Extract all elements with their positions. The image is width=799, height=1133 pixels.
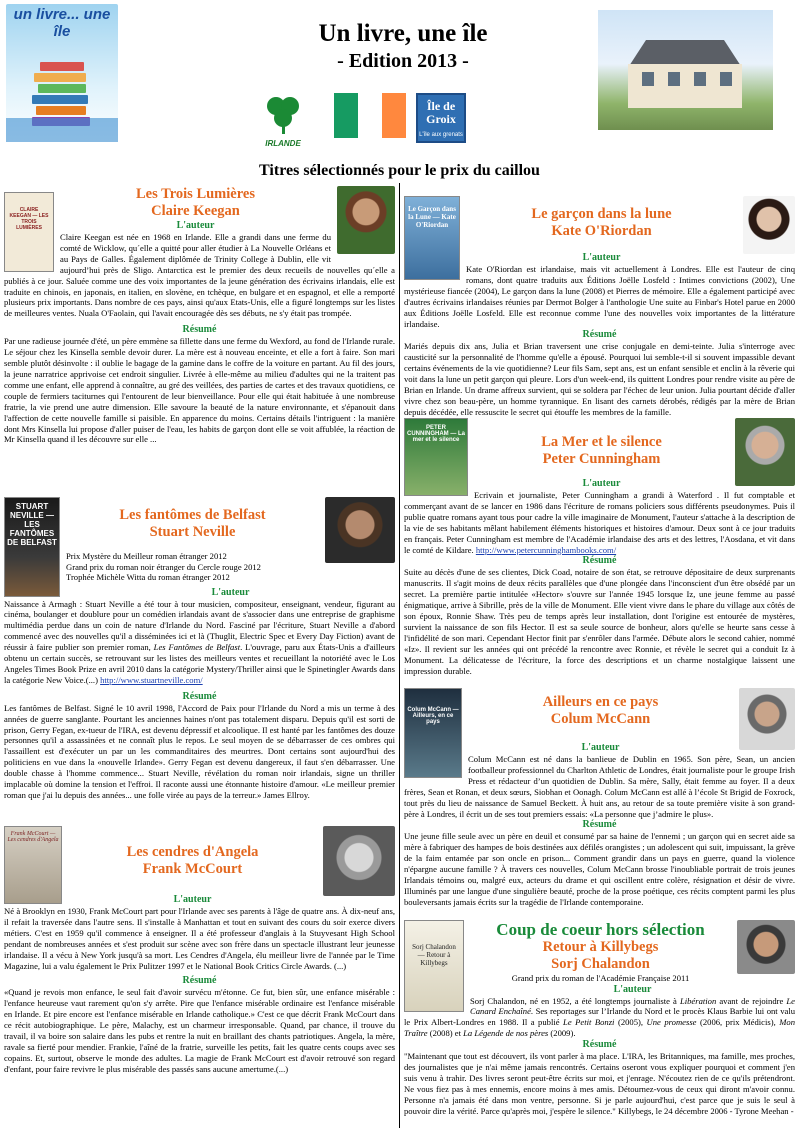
resume-label: Résumé [182, 975, 217, 987]
book-author: Frank McCourt [142, 861, 243, 877]
author-bio: Colum McCann est né dans la banlieue de Dublin en 1965. Son père, Sean, un ancien footballeur professionnel du Charlton Athletic de Londres, était journaliste pour le groupe Irish Press et rédacteur d’un quotidien de Dublin. Sa mère, Sally, était femme au foyer. Il a deux frères, Sean et Ronan, et deux sœurs, Siobhan et Oonagh. Colum McCann est allé à l’école St Brigid de Foxrock, tout près du lieu de naissance de Samuel Beckett. À huit ans, au retour de sa toute première visite à son grand-père à Londres, il écrit un de ses tout premiers essais: «La personne que j’admire le plus». [404, 754, 795, 819]
cover-text: STUART NEVILLE — LES FANTÔMES DE BELFAST [7, 502, 57, 547]
book-ailleurs-pays [404, 688, 795, 908]
book-cover [404, 920, 464, 1012]
author-label: L'auteur [582, 252, 621, 263]
cover-text: PETER CUNNINGHAM — La mer et le silence [407, 425, 465, 443]
column-divider [399, 183, 400, 1128]
author-portrait [323, 826, 395, 896]
cover-text: CLAIRE KEEGAN — LES TROIS LUMIÈRES [9, 207, 49, 231]
book-trois-lumieres [4, 186, 395, 445]
book-resume: Une jeune fille seule avec un père en deuil et consumé par sa haine de l'ennemi ; un garçon qui en secret aide sa mère à fabriquer des hampes de bois destinées aux défilés orangistes ; un adolescent qui suit, impuissant, la grève de la faim entamée par son oncle en prison... Comment grandir dans un pays en guerre, quand la violence n'épargne aucune famille ? À travers ces nouvelles, Colum McCann brosse l'inoubliable portrait de trois jeunes Irlandais témoins ou, malgré eux, acteurs du drame et qui oscillent entre colère, résignation et désir de vivre. Illuminés par une langue d'une singulière beauté, proche de la prose poétique, ces récits comptent parmi les plus bouleversants jamais écrits sur la tragédie de l'Irlande contemporaine. [404, 831, 795, 907]
book-resume: Par une radieuse journée d'été, un père emmène sa fillette dans une ferme du Wexford, au fond de l'Irlande rurale. Le séjour chez les Kinsella semble devoir durer. La mère est à nouveau enceinte, et elle a fort à faire. Son mari semble plutôt désinvolte : il oublie le bagage de la gamine dans le coffre de la voiture en partant. Au fil des jours, la jeune narratrice apprivoise cet endroit singulier. Livrée à elle-même au milieu d'adultes qui ne la traitent pas comme une enfant, elle apprend à connaître, au gré des veillées, des parties de cartes et des travaux quotidiens, ce couple de fermiers taciturnes qui l'entourent de leur bienveillance. Pour elle qui était habituée à une nombreuse fratrie, la vie prend une autre dimension. Elle savoure la beauté de la nature environnante, et s'épanouit dans l'affection de cette nouvelle famille si paisible. En apparence du moins. Certains détails l'intriguent : la manière dont Mrs Kinsella lui propose d'aller puiser de l'eau, les habits de garçon dont elle se voit affublée, la réaction de Mr Kinsella quand il les découvre sur elle ... [4, 336, 395, 445]
book-title: Retour à Killybegs [542, 939, 659, 955]
book-title: Les cendres d'Angela [126, 844, 259, 860]
book-cover [404, 196, 460, 280]
resume-label: Résumé [582, 1039, 617, 1051]
author-bio: Claire Keegan est née en 1968 en Irlande. Elle a grandi dans une ferme du comté de Wicklow, qu´elle a quitté pour aller étudier à La Nouvelle Orléans et au Pays de Galles. Également diplômée de Trinity College à Dublin, elle vit aujourd’hui près de Sligo. Antarctica est le premier des deux recueils de nouvelles qu´elle a publiés à ce jour. Saluée comme une des voix importantes de la jeune génération des écrivains irlandais, elle est traduite en chinois, en japonais, en italien, en slovène, en tchèque, en bulgare et en espagnol, et elle a remporté plusieurs prix importants. Dans nombre de ces pays, ainsi qu'aux Etats-Unis, elle a figuré longtemps sur les listes de meilleures ventes. Nuala O'Faolain, qui l'avait encouragée dès ses débuts, ne s'y était pas trompée. [4, 232, 395, 319]
book-title: Le garçon dans la lune [531, 206, 672, 222]
selection-title: Titres sélectionnés pour le prix du caillou [259, 162, 540, 179]
book-cover [4, 826, 62, 904]
author-label: L'auteur [581, 742, 620, 753]
sea-decoration [6, 118, 118, 142]
book-resume: Mariés depuis dix ans, Julia et Brian traversent une crise conjugale en demi-teinte. Julia s'interroge avec causticité sur la personnalité de l'homme qu'elle a épousé. Pourquoi lui semble-t-il si souvent impassible devant certains événements de la vie quotidienne? Leur fils Sam, sept ans, est un enfant sensible et enclin à la rêverie qui voit dans la lune un petit garçon qui pleure. Lors d'un week-end, ils quittent Londres pour rendre visite au père de Brian en Irlande. Un drame affreux survient, qui se soldera par l'échec de leur union. Julia pourtant décide d'aller vivre chez son beau-père, un homme tyrannique. En lisant des carnets dérobés, rédigés par la mère de Brian depuis décédée, elle ressuscite le secret qui étouffe les membres de la famille. [404, 341, 795, 417]
author-portrait [743, 196, 795, 254]
page-header [0, 0, 799, 160]
groix-tagline: L'île aux grenats [419, 132, 463, 138]
book-title: Ailleurs en ce pays [542, 694, 659, 710]
author-bio: Ecrivain et journaliste, Peter Cunningham a grandi à Waterford . Il fut comptable et commerçant avant de se lancer en 1986 dans l'écriture de romans policiers sous différents pseudonymes. Puis il publie quatre romans ayant tous pour cadre la ville imaginaire de Monument, l'auteur s'attache à la description de la vie de ses habitants mêlant habilement éléments historiques et histoires d'amour. Deux sont à ce jour traduits en français. Peter Cunningham est membre de l'Académie irlandaise des arts et des lettres, l'Aosdana, et vit dans le comté de Kildare. [404, 490, 795, 555]
book-author: Kate O'Riordan [551, 223, 652, 239]
book-title: Les fantômes de Belfast [119, 507, 266, 523]
cover-text: Sorj Chalandon — Retour à Killybegs [412, 943, 456, 967]
author-portrait [325, 497, 395, 563]
cover-text: Le Garçon dans la Lune — Kate O'Riordan [408, 205, 456, 229]
book-author: Stuart Neville [149, 524, 236, 540]
author-portrait [735, 418, 795, 486]
book-cover [404, 418, 468, 496]
book-resume: Les fantômes de Belfast. Signé le 10 avril 1998, l'Accord de Paix pour l'Irlande du Nord a mis un terme à des années de guerre sanglante. Pourtant les anciennes haines n'ont pas totalement disparu. Depuis qu'il est sorti de prison, Gerry Fegan, ex-tueur de l'IRA, est devenu dépressif et alcoolique. Il est hanté par les fantômes des douze personnes qu'il a assassinées et ne connaît plus le repos. Le seul moyen de se débarrasser de ces ombres qui l'assaillent est d'exécuter un par un les commanditaires des meurtres. Dont certains sont aujourd'hui des politiciens en vue dans la «nouvelle Irlande». Gerry Fegan est devenu dangereux, il faut s'en débarrasser. Une double chasse à l'homme commence... Stuart Neville, révélation du roman noir irlandais, signe un thriller implacable où domine la tension et l'effroi. Il raconte aussi une étonnante histoire d'amour. «Le meilleur premier roman que j'ai lu depuis des années... une folle virée au pays de la terreur.» James Ellroy. [4, 702, 395, 800]
book-resume: Suite au décès d'une de ses clientes, Dick Coad, notaire de son état, se retrouve dépositaire de deux surprenants manuscrits. Il s'agit moins de deux récits parallèles que d'une plongée dans l'inconscient d'un être obsédé par un secret. La première partie intitulée «Hector» s'ouvre sur l'année 1945 lorsque Iz, une jeune femme au passé énigmatique, arrive à Sibrille, près de la ville de Monument. Elle vient vivre dans le phare du village aux côtés de son époux, Ronnie Shaw. Très peu de temps après leur installation, dont l'origine est entourée de mystères, survient la naissance de son fils Hector. Il est sa seule source de bonheur, alors qu'elle se heurte sans cesse à l'infidélité de son mari. Cependant Hector finit par s'enrôler dans l'armée. Débute alors le second cahier, nommé «Iz». Il revient sur les années qui ont précédé la rencontre avec Ronnie, et révèle le secret qui a conduit Iz à Monument. La délicatesse de l'écriture, la force des descriptions et un charme nostalgique laissent une impression durable. [404, 567, 795, 676]
prize-line: Grand prix du roman de l'Académie Française 2011 [511, 973, 690, 983]
author-label: L'auteur [176, 220, 215, 231]
author-bio: Kate O'Riordan est irlandaise, mais vit actuellement à Londres. Elle est l'auteur de cinq romans, dont quatre traduits aux Éditions Joëlle Losfeld : Intimes convictions (2002), Une mystérieuse fiancée (2004), Le garçon dans la lune (2008) et Pierres de mémoire. Elle a également participé avec d'autres écrivains irlandaises réunies par Dermot Bolger à l'anthologie Une suite au Finbar's Hotel parue en 2000 aux Éditions Joëlle Losfeld. Elle est reconnue comme l'une des nouvelles voix importantes de la littérature irlandaise. [404, 264, 795, 329]
book-resume: «Quand je revois mon enfance, le seul fait d'avoir survécu m'étonne. Ce fut, bien sûr, une enfance misérable : l'enfance heureuse vaut rarement qu'on s'y arrête. Pire que l'enfance misérable ordinaire est l'enfance misérable en Irlande. Et pire encore est l'enfance misérable en Irlande catholique.» C'est ce que décrit Frank McCourt dans ce récit autobiographique. Le père, Malachy, est un charmeur irresponsable. Quand, par chance, il trouve du travail, il va boire son salaire dans les pubs et rentre la nuit en braillant des chants patriotiques. Angela, la mère, ravale sa fierté pour mendier. Frankie, l'aîné de la fratrie, surveille les petits, fait les quatre cents coups avec ses copains. Et, surtout, observe le monde des adultes. La magie de Frank McCourt est d'avoir retrouvé son regard d'enfant, pour faire revivre le plus misérable des passés sans aucune amertume.(...) [4, 987, 395, 1074]
prize-line: Trophée Michèle Witta du roman étranger 2012 [66, 572, 230, 582]
irish-flag [334, 93, 406, 138]
resume-label: Résumé [582, 819, 617, 831]
resume-label: Résumé [182, 324, 217, 336]
author-portrait [739, 688, 795, 750]
book-author: Claire Keegan [151, 203, 240, 219]
resume-label: Résumé [182, 690, 217, 702]
book-author: Colum McCann [550, 711, 651, 727]
author-website-link[interactable]: http://www.petercunninghambooks.com/ [475, 544, 617, 555]
author-bio: Naissance à Armagh : Stuart Neville a été tour à tour musicien, compositeur, enseignant, vendeur, figurant au cinéma, boulanger et doublure pour un comédien irlandais avant de s'associer dans une entreprise de graphisme multimédia perdue dans un coin de nature d'Irlande du Nord. Fasciné par l'écriture, Stuart Neville a d'abord commencé avec des nouvelles qu'il a disséminées ici et là (Thuglit, Electric Spec et Every Day Fiction) avant de réussir à faire publier son premier roman, [4, 598, 395, 653]
book-cover [4, 497, 60, 597]
author-label: L'auteur [613, 983, 652, 995]
prize-line: Grand prix du roman noir étranger du Cercle rouge 2012 [66, 561, 261, 572]
prize-line: Prix Mystère du Meilleur roman étranger 2012 [66, 551, 227, 561]
author-label: L'auteur [173, 894, 212, 905]
book-cendres-angela [4, 826, 395, 1075]
book-author: Sorj Chalandon [551, 956, 650, 972]
author-label: L'auteur [582, 478, 621, 489]
author-label: L'auteur [211, 586, 250, 598]
book-retour-killybegs [404, 920, 795, 1117]
author-website-link[interactable]: http://www.stuartneville.com/ [100, 674, 203, 685]
ireland-label: IRLANDE [265, 139, 301, 148]
shamrock-icon [258, 92, 308, 134]
author-bio: Né à Brooklyn en 1930, Frank McCourt part pour l'Irlande avec ses parents à l'âge de quatre ans. À dix-neuf ans, il refait la traversée dans l'autre sens. Il s'installe à Manhattan et tout en suivant des cours du soir exerce divers métiers. C'est en 1959 qu'il commence à enseigner. Il a été professeur d'anglais à la Stuyvesant High School pendant de nombreuses années et s'est produit sur scène avec son frère dans un spectacle illustrant leur jeunesse irlandaise. Il a vécu à New York jusqu'à sa mort. Les Cendres d'Angela, élu meilleur livre de l'année par le Time Magazine, lui a valu également le Prix Pulitzer 1997 et le National Book Critics Circle Awards. (...) [4, 906, 395, 971]
groix-name: Île de Groix [426, 99, 456, 126]
festival-logo [6, 4, 118, 142]
book-cover [4, 192, 54, 272]
coup-de-coeur-heading: Coup de coeur hors sélection [496, 920, 705, 939]
page-subtitle: - Edition 2013 - [337, 50, 469, 72]
author-bio-cont: . L'ouvrage, paru aux États-Unis a d'ailleurs obtenu un certain succès, se retrouvant sur les listes des meilleurs ventes et recueillant la notoriété avec le Los Angeles Times Book Prize en avril 2010 dans la catégorie Mystery/Thriller ainsi que le Spinetingler Awards dans la catégorie New Voice.(...) [4, 642, 395, 685]
book-title: La Mer et le silence [541, 434, 662, 450]
book-garcon-lune [404, 196, 795, 418]
book-fantomes-belfast [4, 497, 395, 801]
book-author: Peter Cunningham [542, 451, 661, 467]
shamrock-logo [258, 92, 308, 148]
author-portrait [337, 186, 395, 254]
logo-text: un livre... une île [13, 6, 111, 40]
book-resume: "Maintenant que tout est découvert, ils vont parler à ma place. L'IRA, les Britanniques, ma famille, mes proches, des journalistes que je n'ai même jamais rencontrés. Certains oseront vous expliquer pourquoi et comment j'en suis venu à trahir. Des livres seront peut-être écrits sur moi, et j'enrage. N'écoutez rien de ce qu'ils prétendront. Ne vous fiez pas à mes ennemis, encore moins à mes amis. Détournez-vous de ceux qui diront m'avoir connu. Personne n'a jamais été dans mon ventre, personne. Si je parle aujourd'hui, c'est parce que je suis le seul à pouvoir dire la vérité. Parce qu'après moi, j'espère le silence." Killybegs, le 24 décembre 2006 - Tyrone Meehan - [404, 1051, 795, 1116]
book-title: Les Trois Lumières [136, 186, 255, 202]
groix-logo [416, 93, 466, 143]
author-bio: Sorj Chalandon, né en 1952, a été longtemps journaliste à Libération avant de rejoindre Le Canard Enchaîné. Ses reportages sur l’Irlande du Nord et le procès Klaus Barbie lui ont valu le Prix Albert-Londres en 1988. Il a publié Le Petit Bonzi (2005), Une promesse (2006, prix Médicis), Mon Traître (2008) et La Légende de nos pères (2009). [404, 995, 796, 1039]
book-cover [404, 688, 462, 778]
cover-text: Colum McCann — Ailleurs, en ce pays [407, 707, 459, 725]
book-mer-silence [404, 418, 795, 677]
house-photo [598, 10, 773, 130]
book-title-italic: Les Fantômes de Belfast [153, 642, 241, 653]
resume-label: Résumé [582, 555, 617, 567]
author-portrait [737, 920, 795, 974]
resume-label: Résumé [582, 329, 617, 341]
cover-text: Frank McCourt — Les cendres d'Angela [7, 831, 59, 843]
page-title: Un livre, une île [318, 20, 488, 47]
